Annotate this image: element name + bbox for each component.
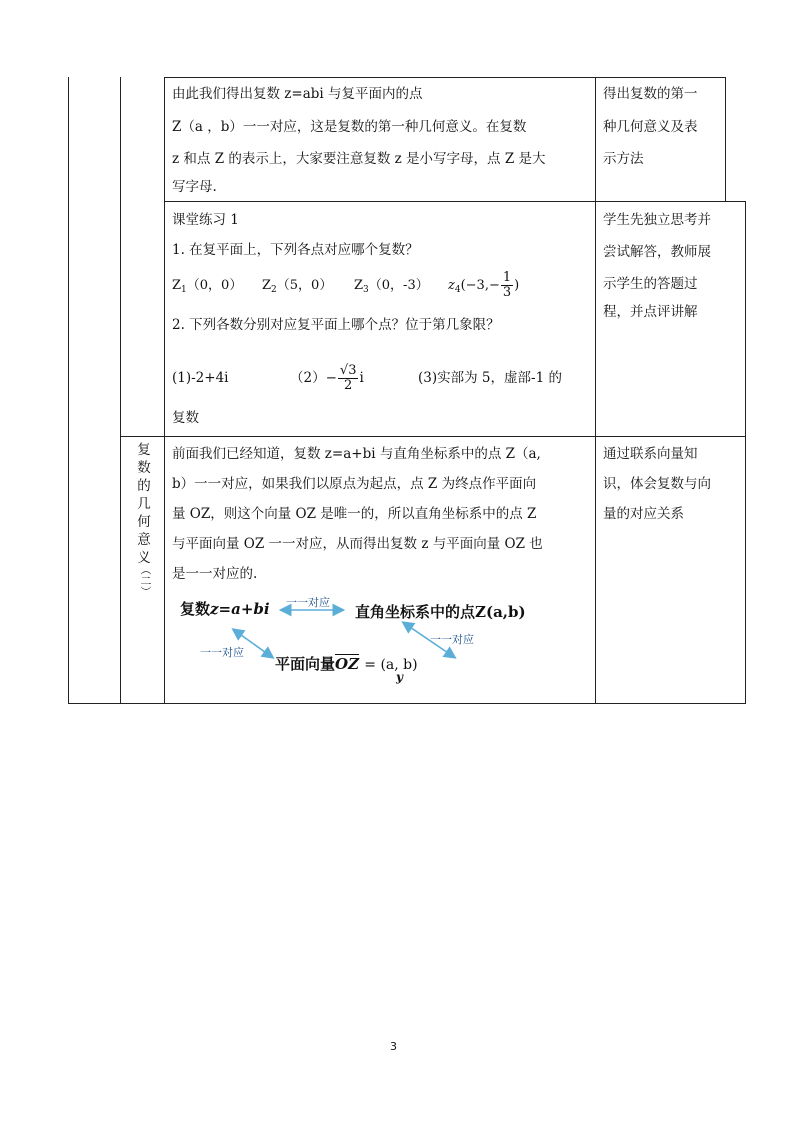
vlabel-char-4: 几 <box>137 496 151 512</box>
vlabel-char-5: 何 <box>137 514 151 530</box>
row1-side-line1: 得出复数的第一 <box>603 86 698 102</box>
vlabel-char-1: 复 <box>137 442 151 458</box>
table-border-left <box>68 77 69 704</box>
row1-side-line2: 种几何意义及表 <box>603 119 698 135</box>
vector-node: 平面向量$\overline{OZ} = (a$, b) <box>275 655 418 673</box>
table-border-col3 <box>595 77 596 704</box>
table-border-top <box>164 77 726 78</box>
y-label: y <box>396 670 403 684</box>
vlabel-char-2: 数 <box>137 460 151 476</box>
row2-side-line2: 尝试解答，教师展 <box>603 244 711 260</box>
row2-side-line1: 学生先独立思考并 <box>603 212 711 228</box>
question-2: 2. 下列各数分别对应复平面上哪个点？位于第几象限？ <box>172 317 500 333</box>
table-border-col1 <box>120 77 121 704</box>
row3-side-line2: 识，体会复数与向 <box>603 476 711 492</box>
table-border-row2 <box>120 436 746 437</box>
vlabel-char-3: 的 <box>137 478 151 494</box>
table-border-row1 <box>164 201 746 202</box>
row1-line2: Z（a ，b）一一对应，这是复数的第一种几何意义。在复数 <box>172 119 527 135</box>
row1-side-line3: 示方法 <box>603 151 644 167</box>
row3-side-line3: 量的对应关系 <box>603 506 684 522</box>
row1-line4: 写字母. <box>172 179 217 195</box>
point-node: 直角坐标系中的点Z(a,b) <box>355 603 526 621</box>
table-border-right-row1 <box>725 77 726 201</box>
point-z1: $Z_1(0$，0） <box>172 278 243 295</box>
row3-line2: b）一一对应，如果我们以原点为起点，点 Z 为终点作平面向 <box>172 476 537 492</box>
point-z4: $z_4(-3,-$ $\frac{1}{3}$ ) <box>448 270 520 300</box>
item-1: (1)-2+4i <box>172 370 229 386</box>
point-z2: $Z_2(5$，0） <box>262 278 333 295</box>
row1-line1: 由此我们得出复数 z=abi 与复平面内的点 <box>172 86 423 102</box>
corr-label-top: 一一对应 <box>286 596 330 609</box>
vlabel-char-8: （二） <box>139 564 152 597</box>
row2-side-line4: 程，并点评讲解 <box>603 304 698 320</box>
item-3-cont: 复数 <box>172 410 199 426</box>
item-2: （2）− $\frac{√3}{2}$ i <box>290 363 364 393</box>
corr-label-left: 一一对应 <box>200 646 244 659</box>
row1-line3: z 和点 Z 的表示上，大家要注意复数 z 是小写字母，点 Z 是大 <box>172 151 546 167</box>
row3-line5: 是一一对应的. <box>172 566 258 582</box>
point-z3: $Z_3(0$，-3） <box>354 278 429 295</box>
complex-node: 复数z=a+bi <box>180 600 270 618</box>
row3-line1: 前面我们已经知道，复数 z=a+bi 与直角坐标系中的点 Z（a, <box>172 446 541 462</box>
vlabel-char-6: 意 <box>137 532 151 548</box>
vlabel-char-7: 义 <box>137 550 151 566</box>
table-border-bottom <box>68 703 746 704</box>
row3-side-line1: 通过联系向量知 <box>603 446 698 462</box>
row3-line3: 量 OZ，则这个向量 OZ 是唯一的，所以直角坐标系中的点 Z <box>172 506 537 522</box>
row3-line4: 与平面向量 OZ 一一对应，从而得出复数 z 与平面向量 OZ 也 <box>172 536 543 552</box>
page-number: 3 <box>390 1040 397 1053</box>
row2-side-line3: 示学生的答题过 <box>603 276 698 292</box>
table-border-right <box>745 201 746 704</box>
item-3: (3)实部为 5，虚部-1 的 <box>418 370 562 386</box>
exercise-title: 课堂练习 1 <box>172 212 239 228</box>
question-1: 1. 在复平面上，下列各点对应哪个复数？ <box>172 242 419 258</box>
corr-label-right: 一一对应 <box>430 633 474 646</box>
